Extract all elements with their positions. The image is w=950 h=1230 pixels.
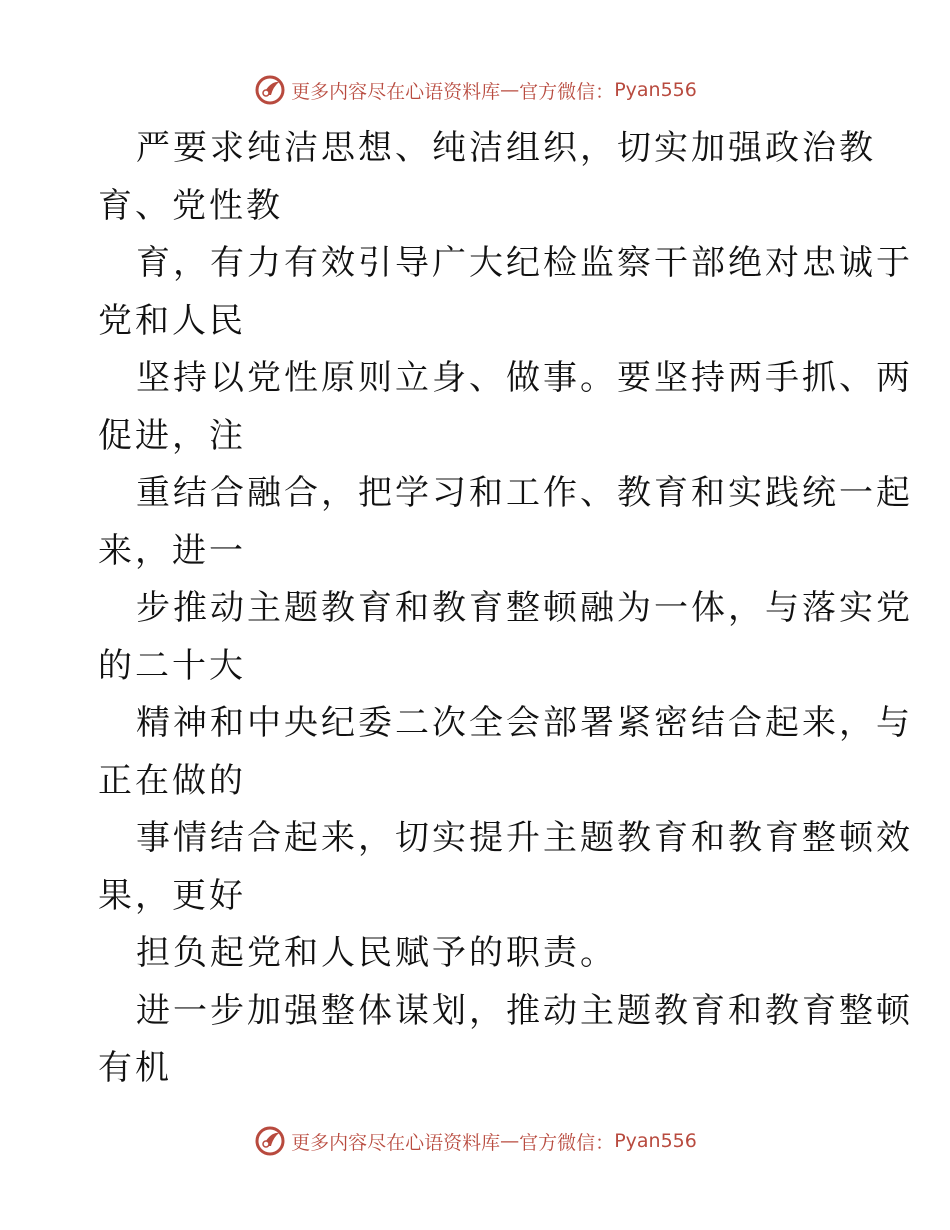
paragraph: [98, 235, 913, 350]
paragraph: [98, 695, 913, 810]
paragraph-line: 育、党性教: [98, 185, 283, 226]
logo-icon: [253, 73, 287, 107]
document-body: [98, 120, 913, 1098]
paragraph-line: 重结合融合，把学习和工作、教育和实践统一起: [136, 473, 913, 513]
watermark-separator: —: [500, 79, 520, 101]
logo-icon: [253, 1124, 287, 1158]
watermark-label: 官方微信：: [519, 1131, 615, 1154]
paragraph: [98, 925, 858, 983]
paragraph-line: 坚持以党性原则立身、做事。要坚持两手抓、两: [136, 358, 913, 398]
paragraph: [98, 810, 913, 925]
footer-watermark: [0, 1121, 950, 1161]
paragraph-line: 严要求纯洁思想、纯洁组织，切实加强政治教: [136, 128, 876, 168]
paragraph: [98, 120, 876, 235]
paragraph-line: 来，进一: [98, 530, 246, 571]
paragraph: [98, 983, 913, 1098]
watermark-site-text: 更多内容尽在心语资料库: [291, 1131, 501, 1154]
paragraph: [98, 350, 913, 465]
paragraph-line: 育，有力有效引导广大纪检监察干部绝对忠诚于: [136, 243, 913, 283]
watermark-wechat-id: Pyan556: [614, 79, 697, 101]
watermark-label: 官方微信：: [519, 80, 615, 103]
paragraph-line: 果，更好: [98, 875, 246, 916]
paragraph-line: 正在做的: [98, 760, 246, 801]
paragraph-line: 事情结合起来，切实提升主题教育和教育整顿效: [136, 818, 913, 858]
paragraph-line: 的二十大: [98, 645, 246, 686]
paragraph-line: 有机: [98, 1048, 172, 1088]
paragraph: [98, 465, 913, 580]
paragraph: [98, 580, 913, 695]
watermark-site-text: 更多内容尽在心语资料库: [291, 80, 501, 103]
paragraph-line: 担负起党和人民赋予的职责。: [136, 933, 617, 973]
watermark-wechat-id: Pyan556: [614, 1130, 697, 1152]
header-watermark: [0, 70, 950, 110]
watermark-separator: —: [500, 1130, 520, 1152]
paragraph-line: 促进，注: [98, 415, 246, 456]
paragraph-line: 进一步加强整体谋划，推动主题教育和教育整顿: [136, 990, 913, 1031]
paragraph-line: 精神和中央纪委二次全会部署紧密结合起来，与: [136, 703, 913, 743]
paragraph-line: 步推动主题教育和教育整顿融为一体，与落实党: [136, 588, 913, 628]
paragraph-line: 党和人民: [98, 300, 246, 341]
